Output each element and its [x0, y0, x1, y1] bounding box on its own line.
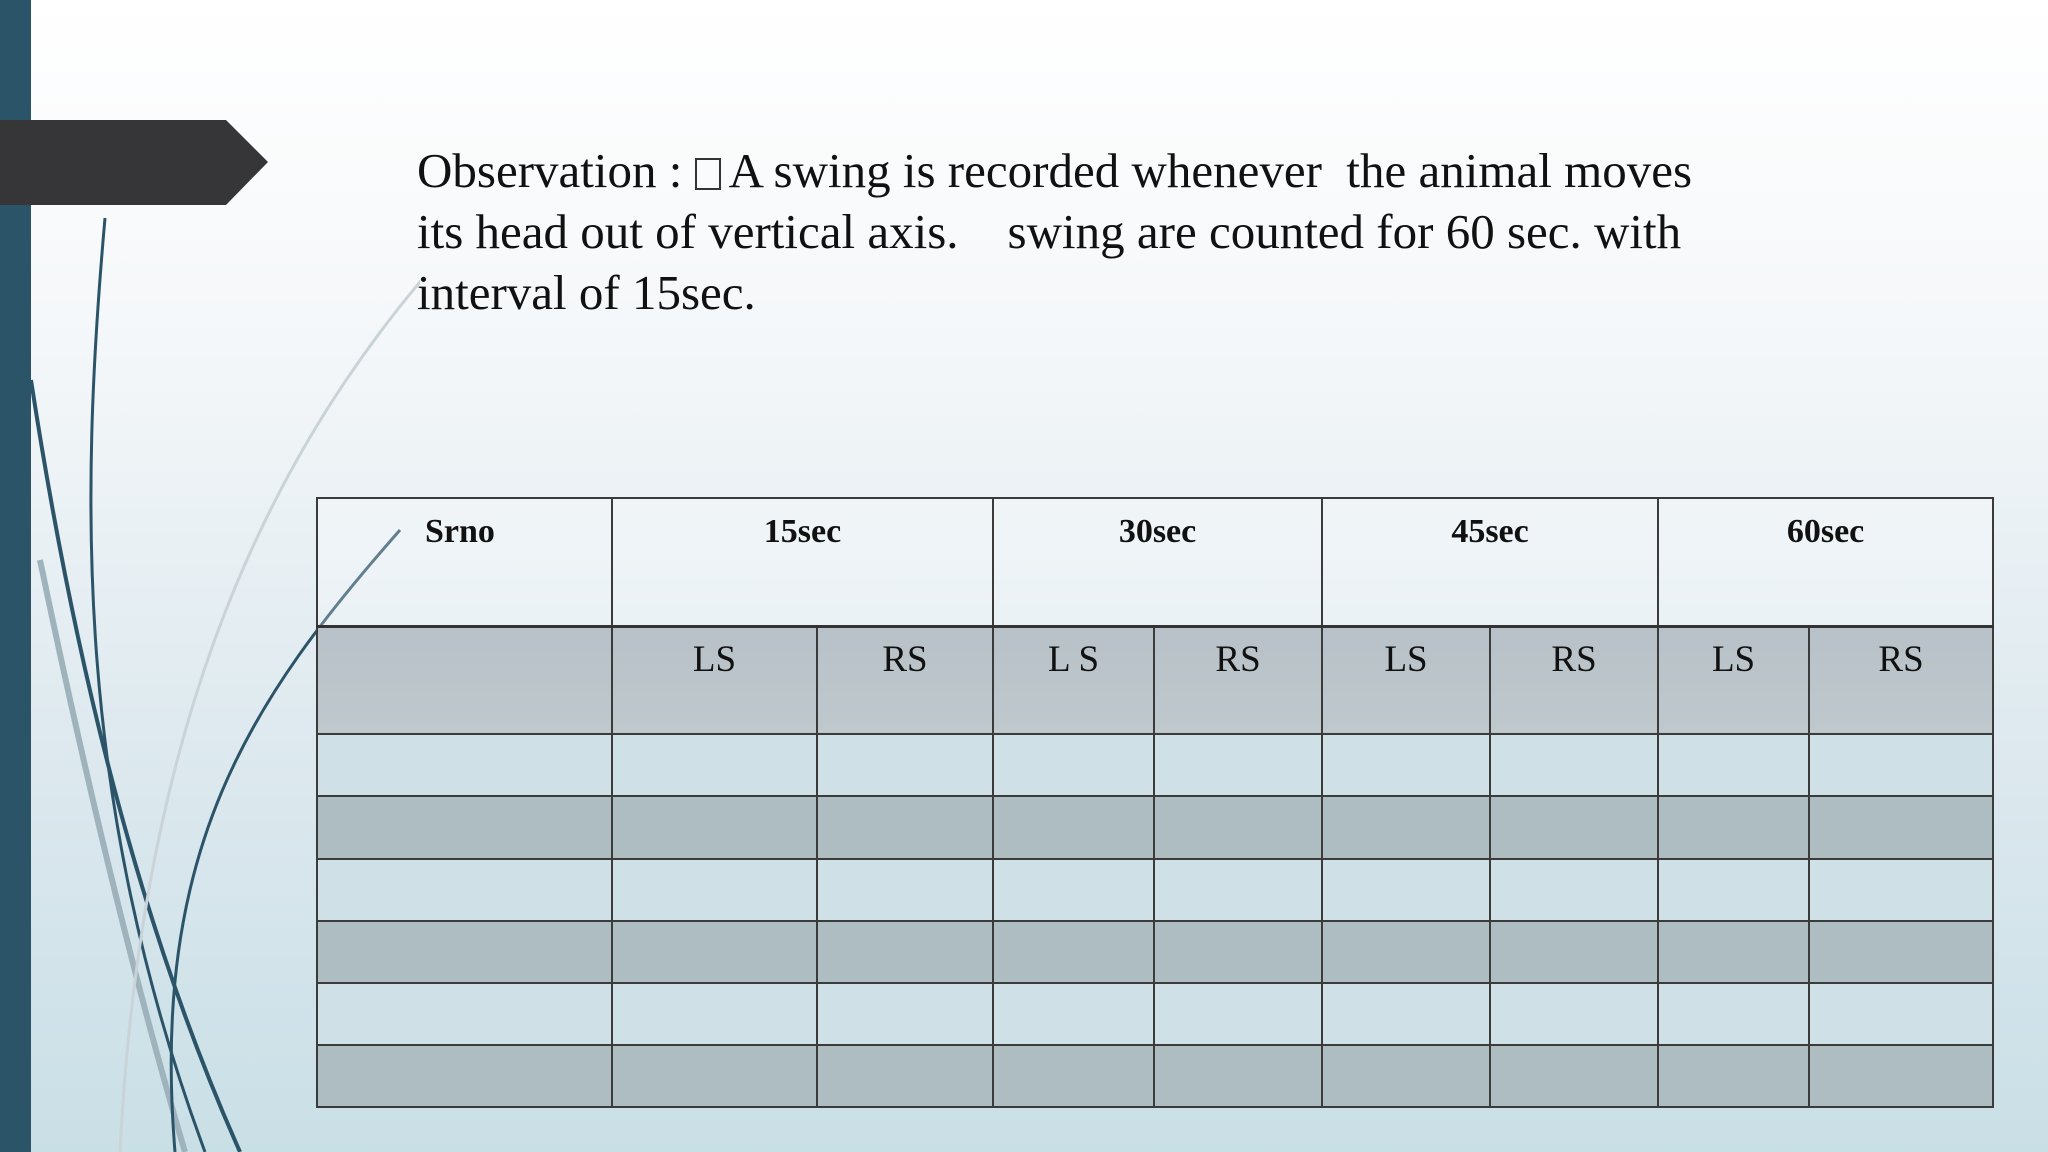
subheader-15-ls: LS [612, 626, 817, 734]
observation-table [316, 497, 1994, 1108]
title-arrow-shape [0, 120, 268, 205]
table-cell [993, 921, 1154, 983]
subheader-45-rs: RS [1490, 626, 1658, 734]
table-cell [993, 1045, 1154, 1107]
table-cell [1322, 983, 1490, 1045]
table-cell [1154, 859, 1322, 921]
table-cell [1322, 796, 1490, 858]
header-srno: Srno [317, 498, 612, 626]
table-cell [612, 983, 817, 1045]
header-15sec: 15sec [612, 498, 993, 626]
checkbox-glyph-icon [695, 158, 721, 190]
table-cell [817, 921, 993, 983]
table-cell [1322, 1045, 1490, 1107]
table-cell [1154, 734, 1322, 796]
table-cell [1658, 921, 1809, 983]
observation-line-1-rest: A swing is recorded whenever the animal moves [728, 143, 1693, 198]
table-cell [1322, 859, 1490, 921]
table-cell [612, 796, 817, 858]
header-45sec: 45sec [1322, 498, 1658, 626]
table-cell [1809, 983, 1993, 1045]
table-cell [1809, 796, 1993, 858]
table-cell [1490, 796, 1658, 858]
table-cell [817, 983, 993, 1045]
table-row [317, 983, 1993, 1045]
observation-line-1 [417, 140, 1817, 201]
subheader-60-rs: RS [1809, 626, 1993, 734]
table-cell [1322, 921, 1490, 983]
table-cell [612, 1045, 817, 1107]
subheader-30-rs: RS [1154, 626, 1322, 734]
table-cell [317, 796, 612, 858]
observation-label: Observation : [417, 143, 683, 198]
subheader-45-ls: LS [1322, 626, 1490, 734]
table-cell [1658, 796, 1809, 858]
table-cell [612, 921, 817, 983]
table-cell [317, 921, 612, 983]
table-cell [317, 1045, 612, 1107]
table-cell [817, 796, 993, 858]
table-cell [1322, 734, 1490, 796]
table-row [317, 734, 1993, 796]
table-cell [1154, 983, 1322, 1045]
table-row [317, 1045, 1993, 1107]
table-header-row [317, 498, 1993, 626]
table-cell [317, 983, 612, 1045]
table-cell [1154, 796, 1322, 858]
table-cell [817, 1045, 993, 1107]
subheader-30-ls: L S [993, 626, 1154, 734]
subheader-15-rs: RS [817, 626, 993, 734]
observation-line-2: its head out of vertical axis. swing are counted for 60 sec. with [417, 204, 1682, 259]
table-cell [1490, 1045, 1658, 1107]
table-cell [993, 983, 1154, 1045]
table-subheader-row [317, 626, 1993, 734]
table-cell [612, 734, 817, 796]
header-60sec: 60sec [1658, 498, 1993, 626]
table-cell [817, 734, 993, 796]
table-cell [993, 796, 1154, 858]
header-30sec: 30sec [993, 498, 1322, 626]
table-row [317, 921, 1993, 983]
table-cell [1490, 859, 1658, 921]
table-cell [993, 734, 1154, 796]
table-cell [612, 859, 817, 921]
subheader-empty-cell [317, 626, 612, 734]
table-cell [1809, 921, 1993, 983]
table-cell [1809, 859, 1993, 921]
observation-line-3: interval of 15sec. [417, 265, 756, 320]
table-cell [1809, 1045, 1993, 1107]
table-cell [317, 734, 612, 796]
table-row [317, 859, 1993, 921]
table-cell [1490, 921, 1658, 983]
table-cell [1809, 734, 1993, 796]
table-cell [1490, 983, 1658, 1045]
observation-text [417, 140, 1817, 323]
table-cell [1154, 1045, 1322, 1107]
table-cell [817, 859, 993, 921]
table-cell [1154, 921, 1322, 983]
table-cell [317, 859, 612, 921]
table-cell [1658, 983, 1809, 1045]
table-cell [1658, 1045, 1809, 1107]
table-cell [1658, 859, 1809, 921]
table-cell [993, 859, 1154, 921]
table-row [317, 796, 1993, 858]
subheader-60-ls: LS [1658, 626, 1809, 734]
table-cell [1658, 734, 1809, 796]
table-cell [1490, 734, 1658, 796]
